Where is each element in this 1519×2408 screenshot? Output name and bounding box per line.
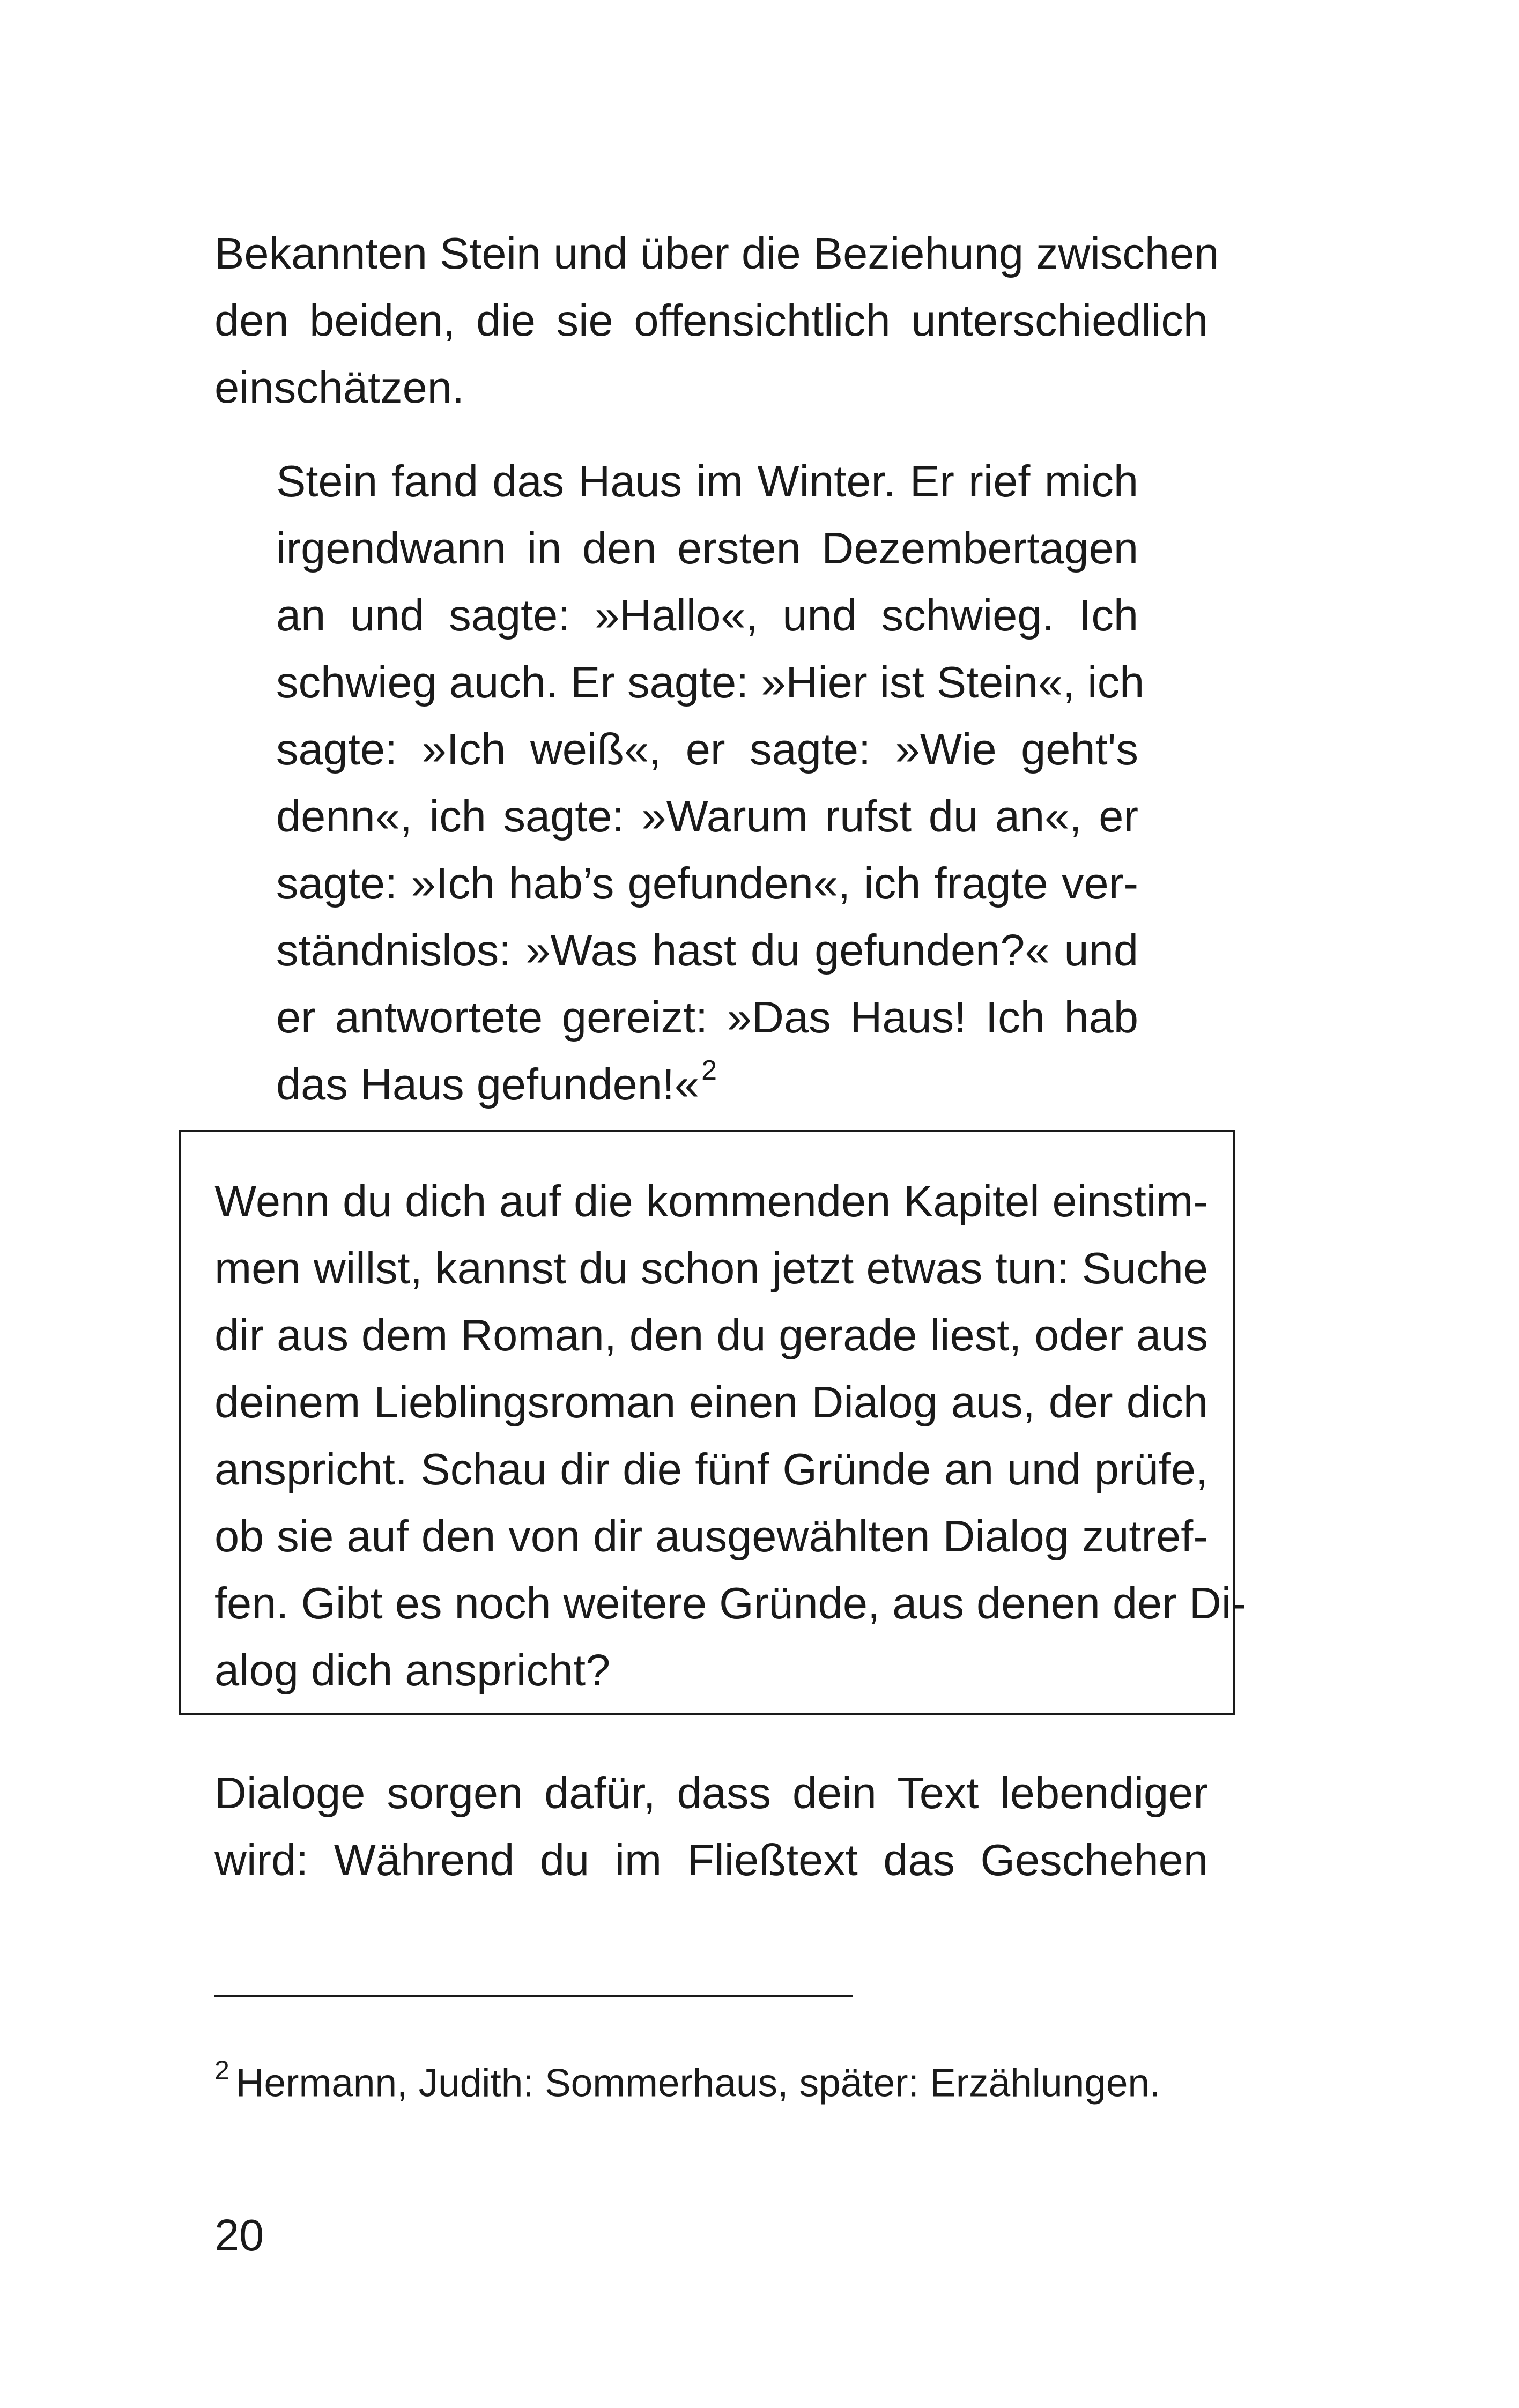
quote-line-text: das Haus gefunden!« xyxy=(276,1059,700,1109)
quote-line: schwieg auch. Er sagte: »Hier ist Stein«, ich xyxy=(276,657,1145,707)
footnote-text: Hermann, Judith: Sommerhaus, später: Erzählungen. xyxy=(235,2061,1161,2105)
footnote xyxy=(214,2047,1160,2110)
quote-line: Stein fand das Haus im Winter. Er rief mich xyxy=(276,456,1138,506)
quote-line: sagte: »Ich weiß«, er sagte: »Wie geht's xyxy=(276,724,1138,774)
quote-line: an und sagte: »Hallo«, und schwieg. Ich xyxy=(276,590,1138,640)
box-line: Wenn du dich auf die kommenden Kapitel einstim- xyxy=(214,1176,1208,1226)
text-line: einschätzen. xyxy=(214,362,465,412)
text-line: Dialoge sorgen dafür, dass dein Text lebendiger xyxy=(214,1768,1208,1818)
quote-line: er antwortete gereizt: »Das Haus! Ich hab xyxy=(276,992,1138,1042)
text-line: den beiden, die sie offensichtlich unterschiedlich xyxy=(214,295,1208,345)
footnote-reference[interactable]: 2 xyxy=(701,1055,717,1087)
box-line: alog dich anspricht? xyxy=(214,1645,611,1695)
text-line: wird: Während du im Fließtext das Geschehen xyxy=(214,1835,1208,1885)
quote-line: irgendwann in den ersten Dezembertagen xyxy=(276,523,1138,573)
text-line: Bekannten Stein und über die Beziehung zwischen xyxy=(214,228,1219,278)
box-line: fen. Gibt es noch weitere Gründe, aus denen der Di- xyxy=(214,1578,1246,1628)
box-line: dir aus dem Roman, den du gerade liest, oder aus xyxy=(214,1310,1208,1360)
footnote-separator xyxy=(214,1995,853,1997)
page-number: 20 xyxy=(214,2210,264,2260)
box-line: men willst, kannst du schon jetzt etwas tun: Suche xyxy=(214,1243,1208,1293)
quote-line: denn«, ich sagte: »Warum rufst du an«, er xyxy=(276,791,1138,841)
quote-line-last xyxy=(276,1051,1138,1118)
box-line: ob sie auf den von dir ausgewählten Dialog zutref- xyxy=(214,1511,1208,1561)
box-line: deinem Lieblingsroman einen Dialog aus, der dich xyxy=(214,1377,1208,1427)
footnote-number: 2 xyxy=(214,2055,229,2085)
box-line: anspricht. Schau dir die fünf Gründe an und prüfe, xyxy=(214,1444,1208,1494)
quote-line: ständnislos: »Was hast du gefunden?« und xyxy=(276,925,1138,975)
quote-line: sagte: »Ich hab’s gefunden«, ich fragte ver- xyxy=(276,858,1138,908)
